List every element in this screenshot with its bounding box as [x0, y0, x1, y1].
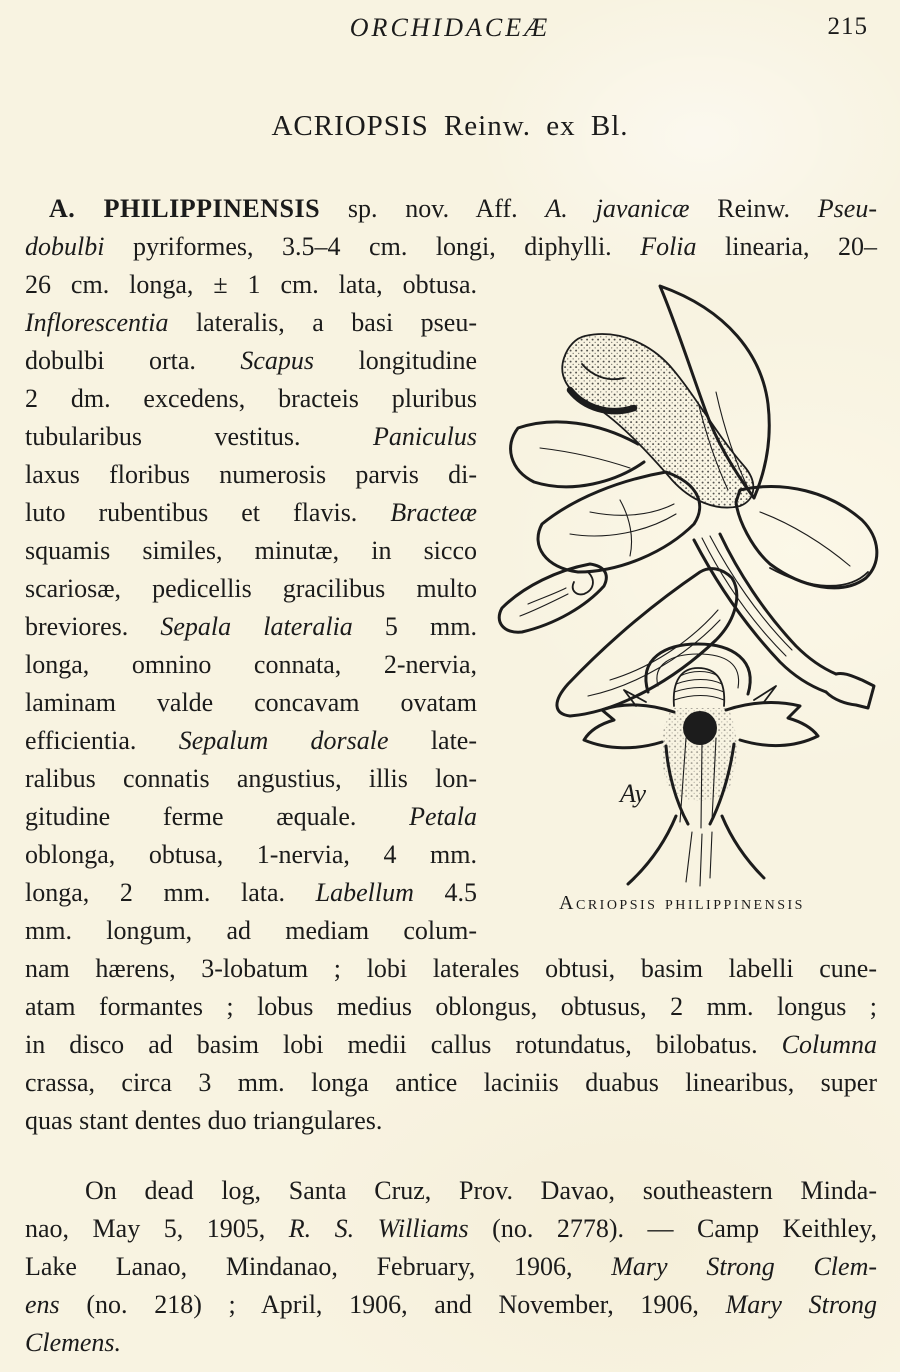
- text-line: in disco ad basim lobi medii callus rotundatus, bilobatus. Columna: [25, 1030, 877, 1059]
- page-number: 215: [827, 13, 868, 40]
- botanical-figure: [470, 272, 894, 940]
- stigma-dot: [683, 711, 717, 745]
- text-line: scariosæ, pedicellis gracilibus multo: [25, 574, 477, 603]
- text-line: Clemens.: [25, 1328, 122, 1357]
- text-line: longa, 2 mm. lata. Labellum 4.5: [25, 878, 477, 907]
- text-line: dobulbi pyriformes, 3.5–4 cm. longi, diphylli. Folia linearia, 20–: [25, 232, 877, 261]
- flower-side-view: [499, 286, 877, 716]
- text-line: luto rubentibus et flavis. Bracteæ: [25, 498, 477, 527]
- text-line: mm. longum, ad mediam colum-: [25, 916, 477, 945]
- orchid-illustration: [470, 272, 894, 887]
- running-head-title: ORCHIDACEÆ: [349, 13, 551, 42]
- locality-paragraph: [25, 1172, 877, 1362]
- text-line: breviores. Sepala lateralia 5 mm.: [25, 612, 477, 641]
- text-line: quas stant dentes duo triangulares.: [25, 1106, 383, 1135]
- text-line: nao, May 5, 1905, R. S. Williams (no. 2778). — Camp Keithley,: [25, 1214, 877, 1243]
- text-line: 26 cm. longa, ± 1 cm. lata, obtusa.: [25, 270, 477, 299]
- artist-monogram: Ay: [620, 779, 646, 808]
- text-line: gitudine ferme æquale. Petala: [25, 802, 477, 831]
- text-line: ralibus connatis angustius, illis lon-: [25, 764, 477, 793]
- text-line: nam hærens, 3-lobatum ; lobi laterales obtusi, basim labelli cune-: [25, 954, 877, 983]
- text-line: laxus floribus numerosis parvis di-: [25, 460, 477, 489]
- text-line: oblonga, obtusa, 1-nervia, 4 mm.: [25, 840, 477, 869]
- flower-front-view: [584, 644, 818, 886]
- description-narrow-column: [25, 266, 477, 950]
- genus-heading: ACRIOPSIS Reinw. ex Bl.: [271, 110, 629, 142]
- text-line: laminam valde concavam ovatam: [25, 688, 477, 717]
- figure-caption: Acriopsis philippinensis: [559, 892, 805, 914]
- text-line: dobulbi orta. Scapus longitudine: [25, 346, 478, 375]
- description-wide-bottom: [25, 950, 877, 1140]
- text-line: squamis similes, minutæ, in sicco: [25, 536, 477, 565]
- text-line: efficientia. Sepalum dorsale late-: [25, 726, 478, 755]
- text-line: atam formantes ; lobus medius oblongus, obtusus, 2 mm. longus ;: [25, 992, 877, 1021]
- text-line: ens (no. 218) ; April, 1906, and November, 1906, Mary Strong: [25, 1290, 877, 1319]
- text-line: A. PHILIPPINENSIS sp. nov. Aff. A. javanicæ Reinw. Pseu-: [49, 194, 877, 223]
- text-line: Lake Lanao, Mindanao, February, 1906, Mary Strong Clem-: [25, 1252, 877, 1281]
- description-wide-top: [25, 190, 877, 266]
- text-line: crassa, circa 3 mm. longa antice laciniis duabus linearibus, super: [25, 1068, 877, 1097]
- text-line: On dead log, Santa Cruz, Prov. Davao, southeastern Minda-: [85, 1176, 877, 1205]
- text-line: tubularibus vestitus. Paniculus: [25, 422, 477, 451]
- text-line: longa, omnino connata, 2-nervia,: [25, 650, 477, 679]
- text-line: 2 dm. excedens, bracteis pluribus: [25, 384, 477, 413]
- text-line: Inflorescentia lateralis, a basi pseu-: [25, 308, 477, 337]
